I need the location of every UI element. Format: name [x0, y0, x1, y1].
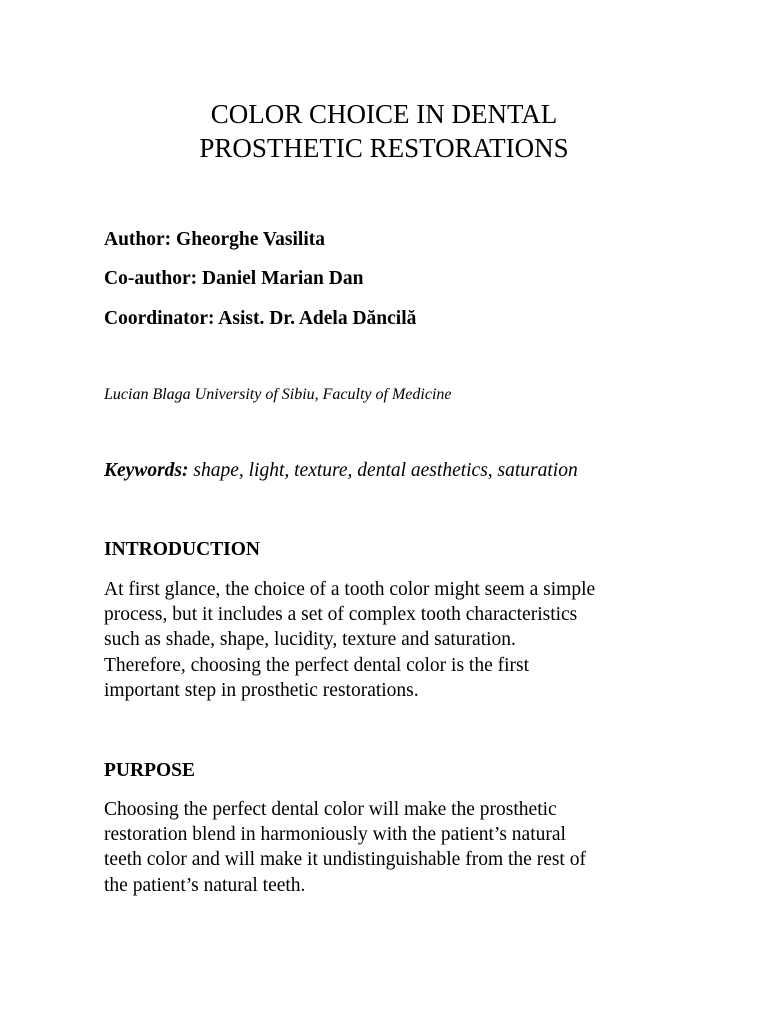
- title-line-2: PROSTHETIC RESTORATIONS: [199, 133, 569, 163]
- purpose-line: Choosing the perfect dental color will make the prosthetic: [104, 799, 557, 820]
- introduction-paragraph: [104, 577, 684, 703]
- purpose-line: restoration blend in harmoniously with the patient’s natural: [104, 824, 566, 846]
- introduction-line: process, but it includes a set of complex tooth characteristics: [104, 604, 578, 626]
- introduction-line: such as shade, shape, lucidity, texture and saturation.: [104, 629, 516, 651]
- keywords-line: [104, 459, 578, 483]
- coordinator-line: Coordinator: Asist. Dr. Adela Dăncilă: [104, 308, 417, 329]
- author-line: Author: Gheorghe Vasilita: [104, 229, 326, 250]
- keywords-text: shape, light, texture, dental aesthetics, saturation: [188, 460, 578, 481]
- co-author-line: Co-author: Daniel Marian Dan: [104, 268, 364, 289]
- keywords-label: Keywords:: [104, 460, 189, 481]
- introduction-heading: INTRODUCTION: [104, 539, 261, 560]
- purpose-heading: PURPOSE: [104, 760, 196, 781]
- title-line-1: COLOR CHOICE IN DENTAL: [210, 99, 558, 129]
- purpose-paragraph: [104, 797, 684, 898]
- affiliation: Lucian Blaga University of Sibiu, Faculty of Medicine: [104, 386, 452, 403]
- purpose-line: teeth color and will make it undistinguishable from the rest of: [104, 849, 586, 871]
- introduction-line: important step in prosthetic restorations.: [104, 679, 419, 701]
- introduction-line: At first glance, the choice of a tooth color might seem a simple: [104, 579, 596, 600]
- purpose-line: the patient’s natural teeth.: [104, 874, 306, 896]
- introduction-line: Therefore, choosing the perfect dental color is the first: [104, 654, 530, 676]
